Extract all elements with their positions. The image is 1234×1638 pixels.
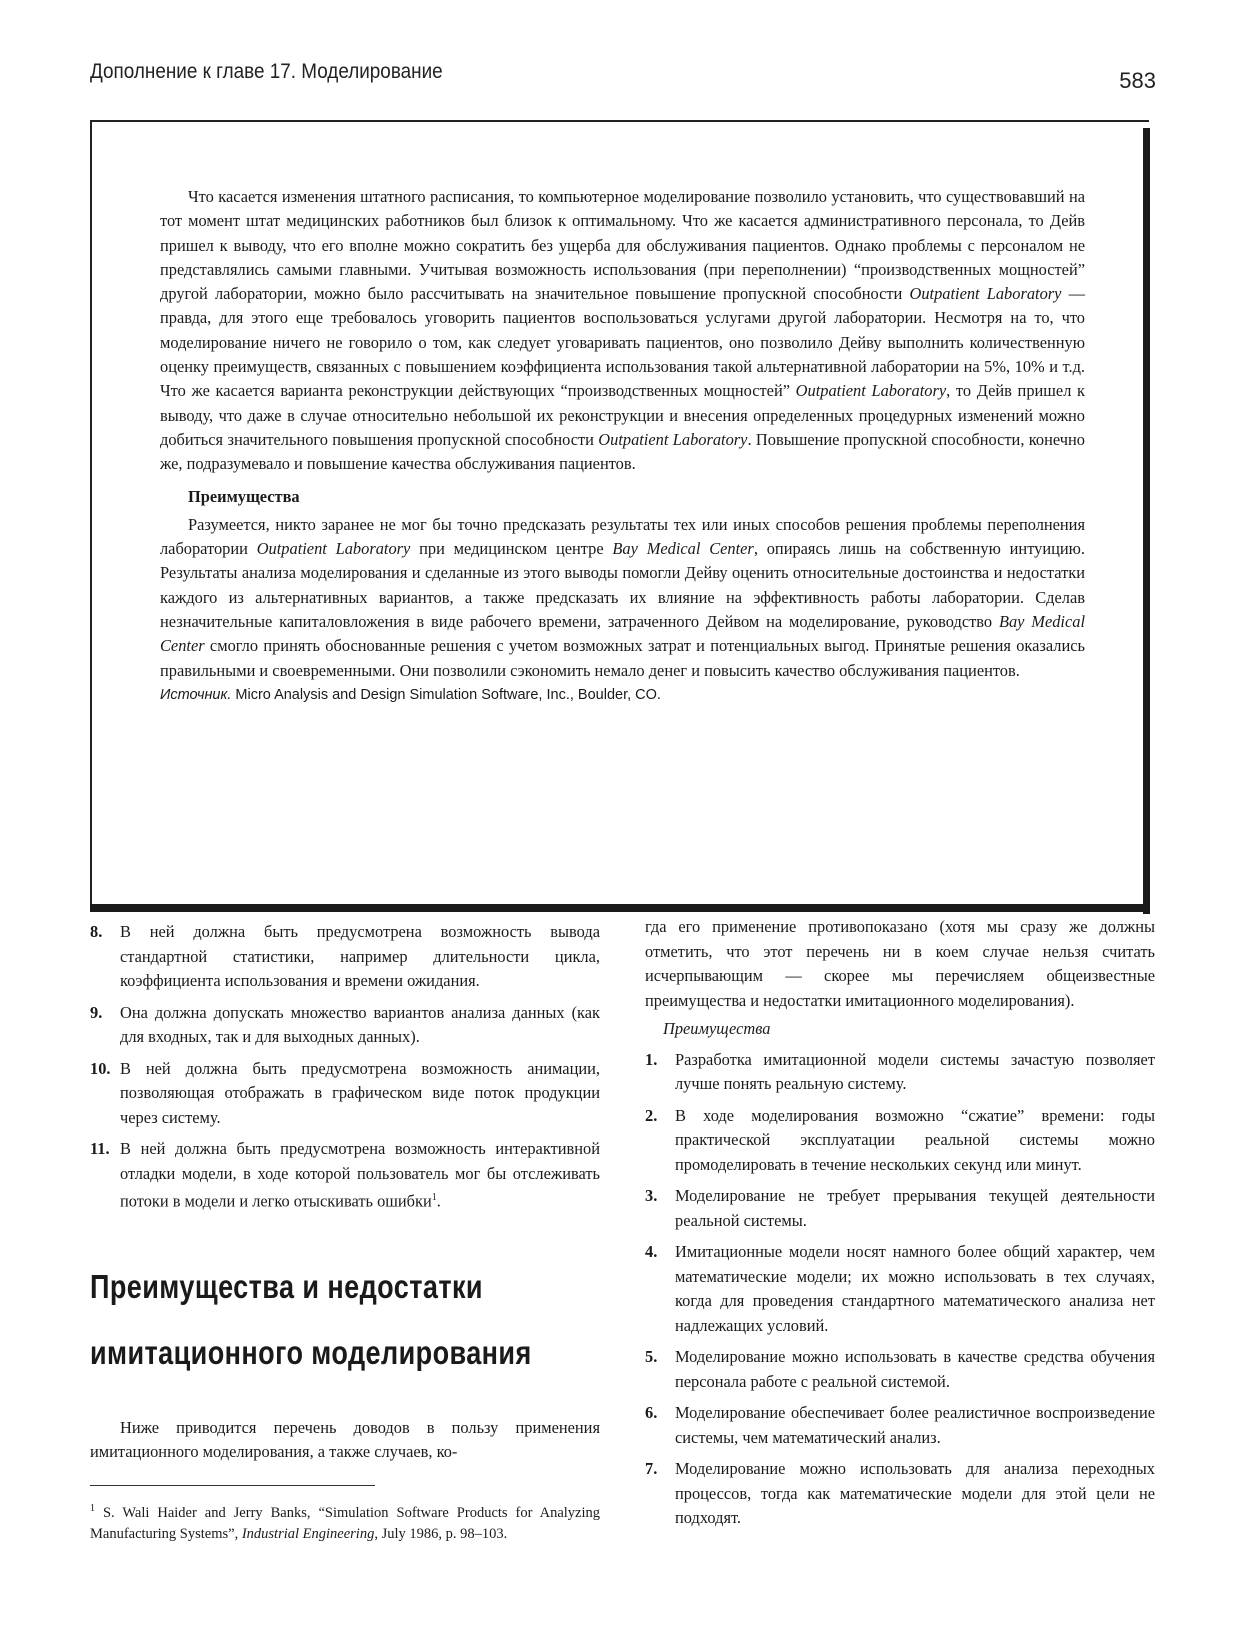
case-subheading: Преимущества bbox=[188, 486, 300, 506]
case-paragraph-2 bbox=[160, 513, 1085, 683]
text-run: Разумеется, никто заранее не мог бы точно предсказать результаты тех или иных способов решения проблемы переполнения лаборатории bbox=[160, 514, 1085, 559]
item-text: Моделирование обеспечивает более реалистичное воспроизведение системы, чем математический анализ. bbox=[675, 1403, 1155, 1447]
text-run: смогло принять обоснованные решения с учетом возможных затрат и потенциальных выгод. Принятые решения оказались правильными и своевременными. Они позволили сэкономить немало денег и повысить качество обслуживания пациентов. bbox=[160, 636, 1085, 680]
item-text: Моделирование можно использовать в качестве средства обучения персонала работе с реальной системой. bbox=[675, 1347, 1155, 1391]
case-study-content bbox=[160, 185, 1085, 707]
text-run: , то Дейв пришел к выводу, что даже в случае относительно небольшой их реконструкции и внесения определенных процедурных изменений можно добиться значительного повышения пропускной способности bbox=[160, 381, 1086, 449]
item-number: 8. bbox=[90, 922, 103, 941]
footnote-ref: 1 bbox=[431, 1192, 437, 1203]
right-column bbox=[645, 915, 1155, 1538]
italic-run: Outpatient Laboratory bbox=[598, 429, 748, 449]
item-text: Разработка имитационной модели системы зачастую позволяет лучше понять реальную систему. bbox=[675, 1049, 1155, 1093]
text-run: . Повышение пропускной способности, конечно же, подразумевало и повышение качества обслуживания пациентов. bbox=[160, 429, 1085, 474]
footnote-text bbox=[90, 1502, 600, 1542]
list-item bbox=[90, 920, 600, 994]
item-number: 11. bbox=[90, 1139, 110, 1158]
item-text: Имитационные модели носят намного более общий характер, чем математические модели; их можно использовать в тех случаях, когда для проведения стандартного математического анализа нет надлежащих условий. bbox=[675, 1242, 1155, 1335]
italic-run: Bay Medical Center bbox=[612, 539, 754, 559]
item-number: 3. bbox=[645, 1186, 658, 1205]
italic-run: Outpatient Laboratory bbox=[909, 284, 1062, 304]
item-number: 4. bbox=[645, 1242, 658, 1261]
source-label: Источник. bbox=[160, 686, 232, 703]
advantages-subheading: Преимущества bbox=[663, 1019, 771, 1038]
left-list bbox=[90, 920, 600, 1214]
footnote-rule bbox=[90, 1485, 375, 1486]
item-number: 1. bbox=[645, 1049, 658, 1069]
item-tail: . bbox=[436, 1191, 441, 1211]
item-number: 9. bbox=[90, 1002, 103, 1022]
section-heading-line-2: имитационного моделирования bbox=[90, 1333, 532, 1371]
running-title: Дополнение к главе 17. Моделирование bbox=[90, 60, 443, 83]
item-text: Она должна допускать множество вариантов анализа данных (как для входных, так и для выходных данных). bbox=[120, 1002, 600, 1046]
item-number: 6. bbox=[645, 1403, 658, 1422]
list-item bbox=[645, 1184, 1155, 1233]
item-number: 2. bbox=[645, 1105, 658, 1125]
item-number: 10. bbox=[90, 1058, 111, 1078]
list-item bbox=[645, 1401, 1155, 1450]
italic-run: Outpatient Laboratory bbox=[795, 381, 947, 401]
left-column bbox=[90, 920, 600, 1545]
text-run: Что касается изменения штатного расписания, то компьютерное моделирование позволило установить, что существовавший на тот момент штат медицинских работников был близок к оптимальному. Что же касается административного персонала, то Дейв пришел к выводу, что его вполне можно сократить без ущерба для обслуживания пациентов. Однако проблемы с персоналом не представлялись самыми главными. Учитывая возможность использования (при переполнении) “производственных мощностей” другой лаборатории, можно было рассчитывать на значительное повышение пропускной способности bbox=[160, 187, 1085, 304]
item-text: Моделирование можно использовать для анализа переходных процессов, тогда как математические модели для этой цели не подходят. bbox=[675, 1459, 1155, 1527]
footnote bbox=[90, 1498, 600, 1545]
item-number: 7. bbox=[645, 1459, 658, 1478]
text-run: при медицинском центре bbox=[410, 539, 613, 559]
list-item bbox=[645, 1345, 1155, 1394]
item-text: В ходе моделирования возможно “сжатие” времени: годы практической эксплуатации реальной системы можно промоделировать в течение нескольких секунд или минут. bbox=[675, 1105, 1155, 1174]
box-shadow-right bbox=[1143, 128, 1150, 914]
list-item bbox=[90, 1137, 600, 1214]
item-text: Моделирование не требует прерывания текущей деятельности реальной системы. bbox=[675, 1186, 1155, 1230]
list-item bbox=[645, 1457, 1155, 1531]
section-heading bbox=[90, 1254, 532, 1386]
case-source bbox=[160, 683, 1085, 707]
section-heading-line-1: Преимущества и недостатки bbox=[90, 1267, 483, 1305]
right-intro: гда его применение противопоказано (хотя мы сразу же должны отметить, что этот перечень ни в коем случае нельзя считать исчерпывающим — скорее мы перечисляем общеизвестные преимущества и недостатки имитационного моделирования). bbox=[645, 917, 1155, 1010]
box-shadow-bottom bbox=[90, 904, 1150, 912]
text-run: , July 1986, p. 98–103. bbox=[374, 1525, 508, 1542]
list-item bbox=[645, 1048, 1155, 1097]
case-paragraph-1 bbox=[160, 185, 1085, 477]
section-intro: Ниже приводится перечень доводов в пользу применения имитационного моделирования, а также случаев, ко- bbox=[90, 1417, 600, 1462]
advantages-list bbox=[645, 1048, 1155, 1531]
text-run: — правда, для этого еще требовалось уговорить пациентов воспользоваться услугами другой лаборатории. Несмотря на то, что моделирование ничего не говорило о том, как следует уговаривать пациентов, оно позволило Дейву выполнить количественную оценку преимуществ, связанных с повышением коэффициента использования такой альтернативной лаборатории на 5%, 10% и т.д. Что же касается варианта реконструкции действующих “производственных мощностей” bbox=[160, 284, 1085, 401]
list-item bbox=[90, 1057, 600, 1131]
text-run: S. Wali Haider and Jerry Banks, “Simulation Software Products for Analyzing Manufacturing Systems”, bbox=[90, 1504, 600, 1542]
item-text: В ней должна быть предусмотрена возможность анимации, позволяющая отображать в графическом виде поток продукции через систему. bbox=[120, 1058, 600, 1127]
page-number: 583 bbox=[1119, 68, 1156, 93]
italic-run: Bay Medical Center bbox=[160, 612, 1085, 656]
footnote-marker: 1 bbox=[90, 1502, 95, 1514]
list-item bbox=[645, 1240, 1155, 1338]
source-text: Micro Analysis and Design Simulation Software, Inc., Boulder, CO. bbox=[231, 686, 661, 703]
item-text: В ней должна быть предусмотрена возможность вывода стандартной статистики, например длительности цикла, коэффициента использования и времени ожидания. bbox=[120, 922, 600, 990]
text-run: , опираясь лишь на собственную интуицию. Результаты анализа моделирования и сделанные из этого выводы помогли Дейву оценить относительные достоинства и недостатки каждого из альтернативных вариантов, а также предсказать их влияние на эффективность работы лаборатории. Сделав незначительные капиталовложения в виде рабочего времени, затраченного Дейвом на моделирование, руководство bbox=[160, 539, 1086, 632]
list-item bbox=[90, 1001, 600, 1050]
italic-run: Outpatient Laboratory bbox=[256, 539, 411, 559]
item-text: В ней должна быть предусмотрена возможность интерактивной отладки модели, в ходе которой пользователь мог бы отслеживать потоки в модели и легко отыскивать ошибки bbox=[120, 1139, 600, 1211]
list-item bbox=[645, 1104, 1155, 1178]
italic-run: Industrial Engineering bbox=[241, 1525, 375, 1542]
item-number: 5. bbox=[645, 1347, 658, 1366]
